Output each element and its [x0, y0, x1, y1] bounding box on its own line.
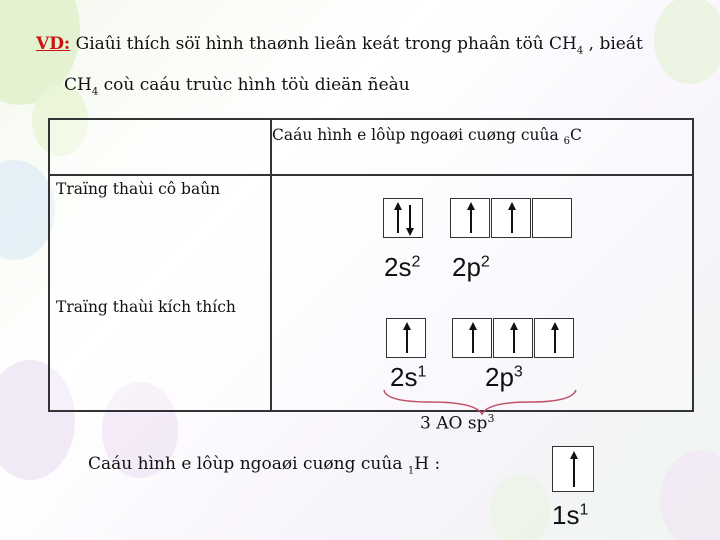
- arrow-up-icon: [451, 199, 491, 239]
- hybrid-label-text: 3 AO sp: [420, 413, 488, 434]
- arrow-up-icon: [492, 199, 532, 239]
- orbital-box-2p-excited-2: [493, 318, 533, 358]
- config-table: [48, 118, 694, 412]
- label-2s-ground-sup: 2: [411, 253, 421, 271]
- table-header-sub: 6: [563, 136, 571, 148]
- label-2s-excited-text: 2s: [390, 362, 418, 392]
- table-column-divider: [270, 120, 272, 410]
- intro-text: [36, 27, 706, 110]
- orbital-box-2s-ground: [383, 198, 423, 238]
- intro-line2-end: coù caáu truùc hình töù dieän ñeàu: [98, 75, 410, 96]
- label-1s-hydrogen-sup: 1: [579, 501, 589, 519]
- orbital-box-2s-excited: [386, 318, 426, 358]
- table-header-text: Caáu hình e lôùp ngoaøi cuøng cuûa: [272, 126, 564, 144]
- table-header-end: C: [570, 126, 582, 144]
- arrow-up-icon: [494, 319, 534, 359]
- intro-line2: [36, 68, 706, 109]
- label-2p-excited-text: 2p: [485, 362, 514, 392]
- table-header-divider: [50, 174, 692, 176]
- table-header: [272, 126, 582, 147]
- intro-line1-end: , bieát: [583, 34, 643, 54]
- orbital-box-2p-excited-1: [452, 318, 492, 358]
- label-2s-ground-text: 2s: [384, 252, 412, 282]
- label-2s-excited-sup: 1: [417, 363, 427, 381]
- hydrogen-config-sub: 1: [407, 465, 415, 477]
- hydrogen-config-start: Caáu hình e lôùp ngoaøi cuøng cuûa: [88, 454, 408, 474]
- hybrid-label-sup: 3: [487, 412, 495, 425]
- orbital-box-2p-ground-3: [532, 198, 572, 238]
- orbital-box-1s-hydrogen: [552, 446, 594, 492]
- row-label-excited: Traïng thaùi kích thích: [56, 298, 236, 316]
- label-2p-ground-sup: 2: [480, 253, 490, 271]
- orbital-box-2p-ground-1: [450, 198, 490, 238]
- label-2p-excited-sup: 3: [513, 363, 523, 381]
- label-2p-ground: [452, 252, 490, 283]
- label-2s-ground: [384, 252, 420, 283]
- arrow-up-down-icon: [384, 199, 424, 239]
- intro-line1: Giaûi thích söï hình thaønh lieân keát trong phaân töû CH: [70, 34, 577, 54]
- intro-line2-sub: 4: [91, 86, 99, 98]
- label-1s-hydrogen-text: 1s: [552, 500, 580, 530]
- orbital-box-2p-ground-2: [491, 198, 531, 238]
- label-1s-hydrogen: [552, 500, 588, 531]
- example-label: VD:: [36, 34, 71, 54]
- row-label-ground: Traïng thaùi cô baûn: [56, 180, 221, 198]
- arrow-up-icon: [535, 319, 575, 359]
- intro-line1-sub: 4: [576, 45, 584, 57]
- hybrid-label: [420, 412, 494, 434]
- arrow-up-icon: [453, 319, 493, 359]
- label-2p-ground-text: 2p: [452, 252, 481, 282]
- arrow-up-icon: [553, 447, 595, 493]
- arrow-up-icon: [387, 319, 427, 359]
- hydrogen-config-text: [88, 454, 440, 476]
- intro-line2-start: CH: [64, 75, 92, 96]
- orbital-box-2p-excited-3: [534, 318, 574, 358]
- hydrogen-config-end: H :: [414, 454, 441, 474]
